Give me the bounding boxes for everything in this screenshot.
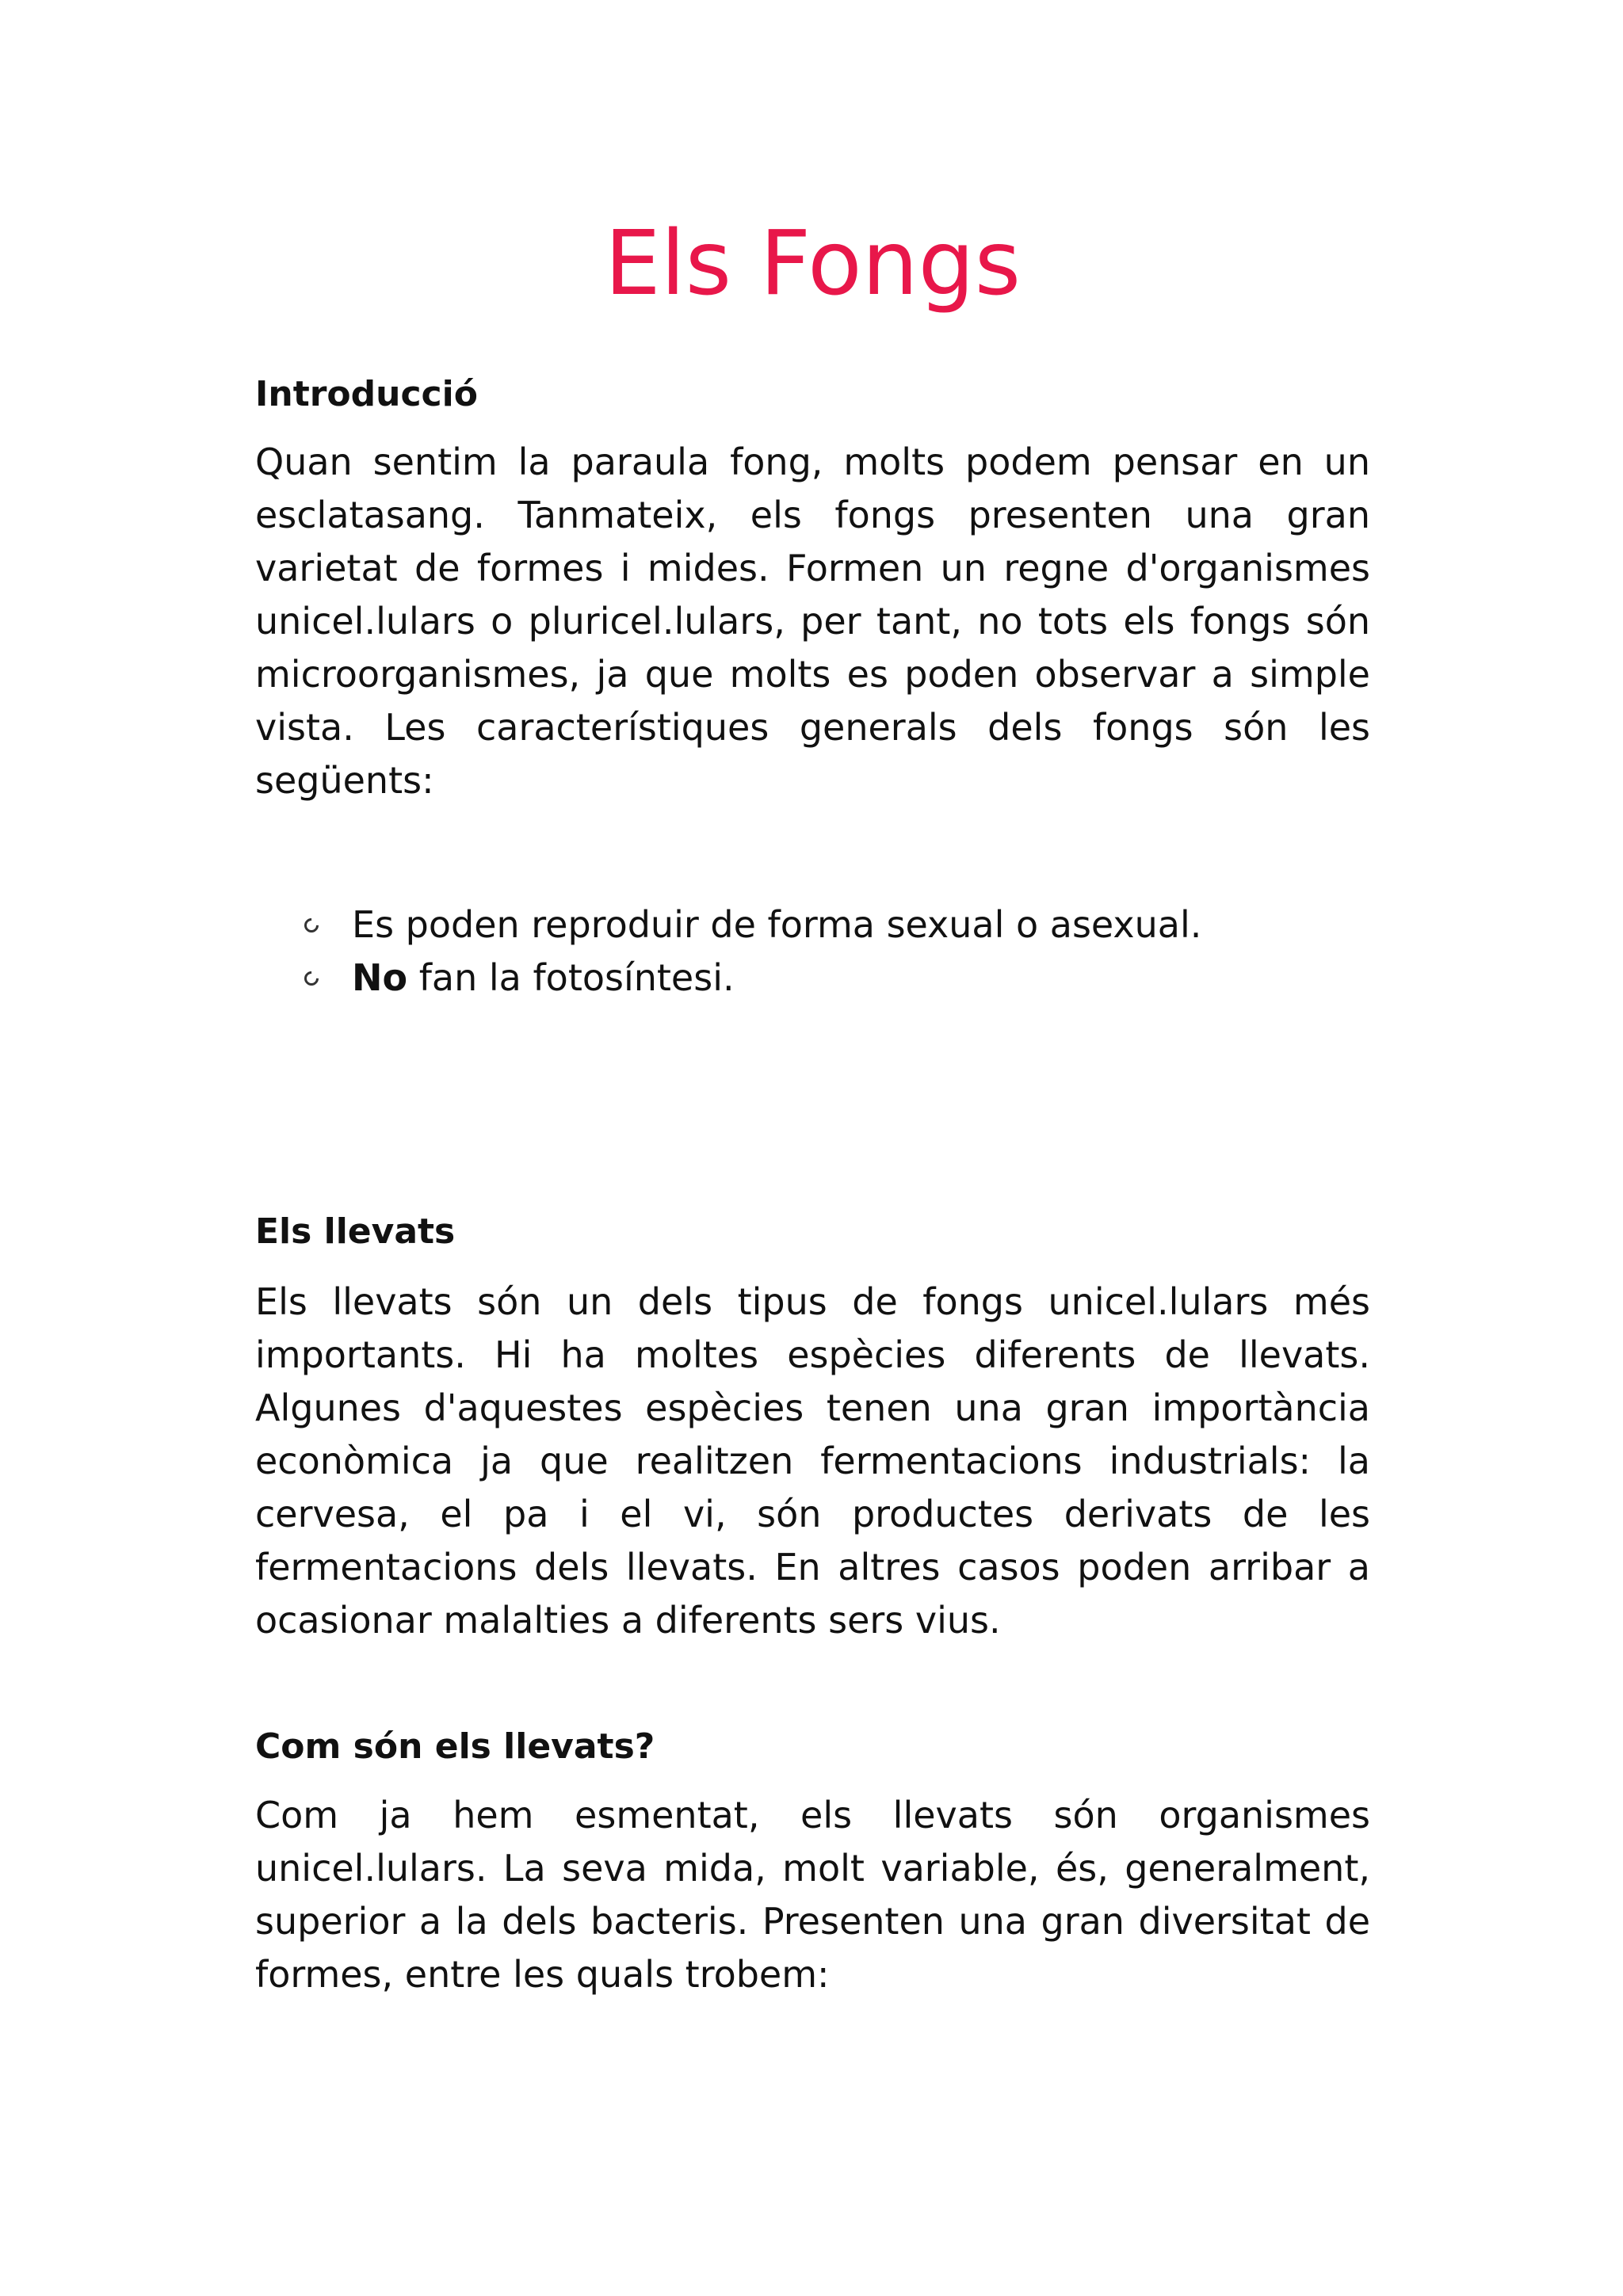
list-item-bold: No [352, 956, 408, 999]
list-item [304, 898, 1201, 952]
section-heading-com-son-els-llevats: Com són els llevats? [255, 1726, 655, 1767]
bullet-icon [301, 915, 321, 935]
section-heading-introduccio: Introducció [255, 374, 478, 414]
characteristics-list [304, 898, 1201, 1005]
bullet-icon [301, 968, 321, 988]
section-paragraph-els-llevats: Els llevats són un dels tipus de fongs unicel.lulars més importants. Hi ha moltes espècies diferents de llevats. Algunes d'aquestes espècies tenen una gran importància econòmica ja que realitzen fermentacions industrials: la cervesa, el pa i el vi, són productes derivats de les fermentacions dels llevats. En altres casos poden arribar a ocasionar malalties a diferents sers vius. [255, 1280, 1370, 1642]
section-paragraph-introduccio: Quan sentim la paraula fong, molts podem pensar en un esclatasang. Tanmateix, els fongs presenten una gran varietat de formes i mides. Formen un regne d'organismes unicel.lulars o pluricel.lulars, per tant, no tots els fongs són microorganismes, ja que molts es poden observar a simple vista. Les característiques generals dels fongs són les següents: [255, 441, 1370, 802]
page-title: Els Fongs [604, 212, 1022, 315]
section-paragraph-com-son-els-llevats: Com ja hem esmentat, els llevats són organismes unicel.lulars. La seva mida, molt variable, és, generalment, superior a la dels bacteris. Presenten una gran diversitat de formes, entre les quals trobem: [255, 1794, 1370, 1996]
list-item [304, 952, 1201, 1005]
list-item-text: Es poden reproduir de forma sexual o asexual. [352, 903, 1202, 946]
list-item-text: fan la fotosíntesi. [407, 956, 735, 999]
section-heading-els-llevats: Els llevats [255, 1211, 456, 1252]
